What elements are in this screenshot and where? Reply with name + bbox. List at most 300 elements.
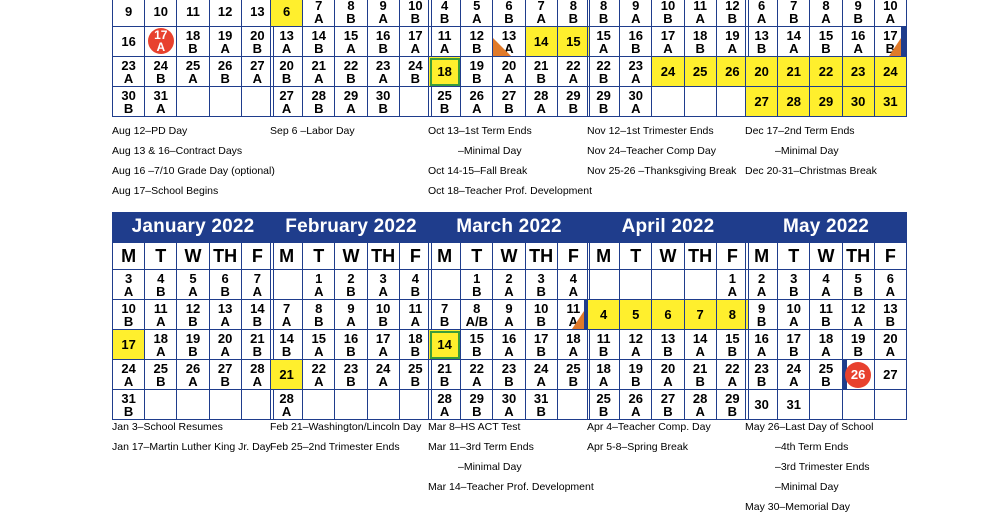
empty-cell xyxy=(241,87,273,117)
march-notes xyxy=(428,417,594,497)
day-number: 6 xyxy=(221,270,229,286)
day-number: 27 xyxy=(217,360,233,376)
day-cell xyxy=(557,270,589,300)
weekday-label: M xyxy=(746,243,778,270)
day-cell xyxy=(399,300,431,330)
day-cell xyxy=(209,57,241,87)
day-cell xyxy=(367,360,399,390)
month-october xyxy=(428,0,590,117)
day-cell xyxy=(303,330,335,360)
day-cell xyxy=(461,27,493,57)
day-number: 12 xyxy=(725,0,740,13)
day-letter: B xyxy=(631,40,641,56)
day-letter: A xyxy=(504,343,514,359)
day-letter: A xyxy=(378,10,388,26)
day-letter: A xyxy=(188,70,198,86)
week-row xyxy=(588,27,749,57)
day-letter: B xyxy=(314,40,324,56)
day-number: 24 xyxy=(660,64,676,79)
day-number: 19 xyxy=(725,27,740,43)
day-number: 18 xyxy=(596,360,611,376)
day-cell xyxy=(335,300,367,330)
note-line: May 30–Memorial Day xyxy=(745,501,851,513)
day-cell xyxy=(399,57,431,87)
day-letter: A xyxy=(598,40,609,56)
day-cell xyxy=(177,300,209,330)
day-number: 20 xyxy=(754,64,769,79)
day-number: 18 xyxy=(566,330,581,346)
day-cell xyxy=(303,360,335,390)
day-cell xyxy=(429,330,461,360)
day-cell xyxy=(842,0,874,27)
day-cell xyxy=(588,0,620,27)
week-row xyxy=(271,57,432,87)
day-cell xyxy=(716,57,748,87)
day-letter: A xyxy=(156,313,166,329)
weekday-label: W xyxy=(810,243,842,270)
day-cell xyxy=(303,0,335,27)
week-row xyxy=(746,390,907,420)
day-number: 22 xyxy=(818,64,834,79)
note-line: –Minimal Day xyxy=(458,461,522,473)
day-number: 12 xyxy=(628,330,644,346)
day-letter: B xyxy=(410,283,421,299)
day-number: 30 xyxy=(121,87,136,103)
day-letter: B xyxy=(472,403,482,419)
day-number: 31 xyxy=(533,390,549,406)
day-letter: B xyxy=(123,403,134,419)
day-number: 20 xyxy=(883,330,898,346)
day-letter: A xyxy=(314,373,324,389)
day-number: 22 xyxy=(725,360,740,376)
day-number: 30 xyxy=(628,87,644,103)
day-number: 23 xyxy=(343,360,359,376)
day-letter: B xyxy=(472,40,482,56)
empty-cell xyxy=(842,390,874,420)
day-letter: A xyxy=(410,313,421,329)
day-cell xyxy=(271,57,303,87)
day-letter: B xyxy=(346,343,356,359)
day-number: 31 xyxy=(786,397,802,412)
day-cell xyxy=(557,330,589,360)
note-line: Oct 14-15–Fall Break xyxy=(428,165,528,177)
day-cell xyxy=(842,270,874,300)
day-letter: A xyxy=(346,100,356,116)
day-letter: A xyxy=(695,403,705,419)
day-number: 8 xyxy=(315,300,323,316)
day-letter: B xyxy=(536,403,546,419)
note-line: Aug 12–PD Day xyxy=(112,125,188,137)
day-number: 29 xyxy=(818,94,834,109)
day-letter: B xyxy=(346,10,356,26)
day-cell xyxy=(335,330,367,360)
month-august xyxy=(112,0,274,117)
april-notes xyxy=(587,417,711,457)
week-row xyxy=(113,57,274,87)
note-line: –Minimal Day xyxy=(775,145,839,157)
day-cell xyxy=(557,87,589,117)
day-number: 13 xyxy=(754,27,769,43)
week-row xyxy=(429,0,590,27)
day-cell xyxy=(145,87,177,117)
day-cell xyxy=(241,0,273,27)
week-row xyxy=(588,87,749,117)
day-cell xyxy=(810,360,842,390)
day-letter: B xyxy=(123,100,134,116)
day-letter: B xyxy=(598,100,609,116)
week-row xyxy=(588,300,749,330)
day-letter: B xyxy=(410,373,421,389)
week-row xyxy=(429,27,590,57)
day-letter: A xyxy=(536,373,546,389)
day-number: 9 xyxy=(347,300,355,316)
day-cell xyxy=(461,390,493,420)
day-letter: A xyxy=(346,40,356,56)
day-number: 20 xyxy=(501,57,517,73)
day-cell xyxy=(620,390,652,420)
day-number: 7 xyxy=(537,0,545,13)
day-letter: A xyxy=(536,100,546,116)
day-cell xyxy=(778,270,810,300)
day-number: 28 xyxy=(533,87,549,103)
day-cell xyxy=(209,330,241,360)
empty-cell xyxy=(429,270,461,300)
weekday-label: F xyxy=(874,243,906,270)
day-number: 29 xyxy=(725,390,740,406)
day-cell xyxy=(810,0,842,27)
day-letter: B xyxy=(853,10,863,26)
day-number: 29 xyxy=(469,390,485,406)
day-cell xyxy=(588,330,620,360)
day-number: 11 xyxy=(437,27,452,43)
day-cell xyxy=(778,0,810,27)
day-cell xyxy=(525,390,557,420)
day-number: 22 xyxy=(596,57,611,73)
day-letter: A xyxy=(821,283,831,299)
day-number: 16 xyxy=(375,27,391,43)
day-cell xyxy=(145,0,177,27)
day-number: 1 xyxy=(473,270,481,286)
day-cell xyxy=(429,0,461,27)
day-letter: A xyxy=(156,343,166,359)
day-cell xyxy=(177,360,209,390)
day-letter: A xyxy=(568,283,579,299)
day-letter: B xyxy=(188,343,198,359)
day-number: 9 xyxy=(379,0,387,13)
day-cell xyxy=(209,270,241,300)
day-letter: A xyxy=(598,373,609,389)
weekday-header-row xyxy=(271,243,432,270)
day-cell xyxy=(684,57,716,87)
day-number: 27 xyxy=(501,87,517,103)
day-letter: A xyxy=(281,100,292,116)
day-number: 25 xyxy=(437,87,452,103)
day-number: 21 xyxy=(786,64,802,79)
highlight-circle xyxy=(148,28,174,54)
day-letter: A xyxy=(536,10,546,26)
day-cell xyxy=(493,300,525,330)
day-letter: B xyxy=(410,10,421,26)
day-cell xyxy=(778,27,810,57)
weekday-label: W xyxy=(335,243,367,270)
day-cell xyxy=(810,300,842,330)
day-cell xyxy=(525,87,557,117)
day-cell xyxy=(716,27,748,57)
day-number: 1 xyxy=(315,270,323,286)
day-letter: A xyxy=(314,70,324,86)
april-grid xyxy=(587,242,749,420)
day-cell xyxy=(429,87,461,117)
day-number: 7 xyxy=(440,300,449,316)
note-line: –4th Term Ends xyxy=(775,441,849,453)
day-letter: A xyxy=(631,100,641,116)
day-cell xyxy=(271,300,303,330)
day-letter: B xyxy=(472,343,482,359)
day-number: 24 xyxy=(786,360,802,376)
day-number: 23 xyxy=(850,64,866,79)
day-number: 21 xyxy=(311,57,327,73)
day-letter: B xyxy=(281,343,292,359)
day-letter: A xyxy=(314,283,324,299)
day-letter: A xyxy=(885,343,896,359)
day-letter: B xyxy=(188,40,198,56)
note-line: Nov 25-26 –Thanksgiving Break xyxy=(587,165,737,177)
day-number: 29 xyxy=(566,87,581,103)
day-number: 19 xyxy=(185,330,201,346)
day-cell xyxy=(684,0,716,27)
day-number: 28 xyxy=(437,390,452,406)
day-number: 27 xyxy=(754,94,769,109)
september-grid xyxy=(270,0,432,117)
empty-cell xyxy=(874,390,906,420)
note-line: May 26–Last Day of School xyxy=(745,421,874,433)
day-letter: A xyxy=(439,403,450,419)
day-letter: A xyxy=(885,283,896,299)
day-number: 13 xyxy=(217,300,233,316)
day-letter: A xyxy=(314,343,324,359)
day-number: 4 xyxy=(599,307,608,322)
day-letter: B xyxy=(885,40,896,56)
day-number: 21 xyxy=(279,367,294,382)
february-grid xyxy=(270,242,432,420)
day-cell xyxy=(271,27,303,57)
day-letter: A xyxy=(568,343,579,359)
day-number: 10 xyxy=(786,300,802,316)
day-cell xyxy=(493,27,525,57)
day-number: 2 xyxy=(347,270,355,286)
note-line: Mar 14–Teacher Prof. Development xyxy=(428,481,594,493)
day-letter: B xyxy=(598,10,609,26)
day-number: 5 xyxy=(473,0,481,13)
day-cell xyxy=(588,360,620,390)
week-row xyxy=(746,330,907,360)
day-letter: A xyxy=(252,70,263,86)
day-letter: A xyxy=(439,40,450,56)
week-row xyxy=(746,57,907,87)
day-cell xyxy=(271,360,303,390)
day-letter: A xyxy=(472,373,482,389)
empty-cell xyxy=(335,390,367,420)
day-cell xyxy=(525,330,557,360)
day-letter: B xyxy=(568,10,579,26)
day-cell xyxy=(557,27,589,57)
day-cell xyxy=(367,300,399,330)
october-grid xyxy=(428,0,590,117)
day-number: 12 xyxy=(469,27,485,43)
empty-cell xyxy=(399,87,431,117)
day-letter: B xyxy=(663,10,673,26)
day-number: 25 xyxy=(692,64,708,79)
day-letter: A xyxy=(568,70,579,86)
day-letter: B xyxy=(663,403,673,419)
day-number: 24 xyxy=(121,360,136,376)
day-cell xyxy=(429,27,461,57)
day-cell xyxy=(461,87,493,117)
note-line: Aug 16 –7/10 Grade Day (optional) xyxy=(112,165,275,177)
day-number: 16 xyxy=(343,330,359,346)
weekday-label: TH xyxy=(209,243,241,270)
day-number: 4 xyxy=(569,270,577,286)
day-cell xyxy=(557,0,589,27)
day-letter: B xyxy=(598,70,609,86)
week-row xyxy=(271,27,432,57)
day-number: 14 xyxy=(533,34,549,49)
day-cell xyxy=(177,270,209,300)
day-number: 23 xyxy=(121,57,136,73)
day-letter: B xyxy=(439,10,450,26)
day-cell xyxy=(367,57,399,87)
week-row xyxy=(113,270,274,300)
week-row xyxy=(746,270,907,300)
empty-cell xyxy=(652,87,684,117)
empty-cell xyxy=(177,87,209,117)
day-cell xyxy=(493,0,525,27)
day-number: 6 xyxy=(886,270,894,286)
day-number: 17 xyxy=(883,27,898,43)
day-letter: A xyxy=(756,343,767,359)
day-number: 22 xyxy=(469,360,485,376)
day-letter: B xyxy=(695,373,705,389)
day-letter: B xyxy=(789,283,799,299)
day-letter: A xyxy=(314,10,324,26)
day-cell xyxy=(842,27,874,57)
day-number: 19 xyxy=(469,57,485,73)
day-cell xyxy=(525,360,557,390)
note-line: Apr 5-8–Spring Break xyxy=(587,441,688,453)
day-letter: B xyxy=(252,313,263,329)
day-number: 28 xyxy=(250,360,265,376)
note-line: Oct 13–1st Term Ends xyxy=(428,125,532,137)
day-cell xyxy=(145,57,177,87)
day-cell xyxy=(525,300,557,330)
day-letter: B xyxy=(188,313,198,329)
week-row xyxy=(588,360,749,390)
month-april xyxy=(587,212,749,420)
day-number: 27 xyxy=(883,367,898,382)
day-number: 24 xyxy=(375,360,391,376)
day-number: 23 xyxy=(375,57,391,73)
day-number: 24 xyxy=(533,360,549,376)
day-cell xyxy=(778,87,810,117)
day-letter: A xyxy=(631,343,641,359)
day-cell xyxy=(303,87,335,117)
day-number: 6 xyxy=(282,4,291,19)
day-number: 24 xyxy=(153,57,169,73)
day-number: 5 xyxy=(632,307,640,322)
day-letter: B xyxy=(252,40,263,56)
october-notes xyxy=(428,121,592,201)
week-row xyxy=(271,87,432,117)
day-cell xyxy=(874,300,906,330)
day-number: 13 xyxy=(279,27,294,43)
day-cell xyxy=(145,300,177,330)
note-line: –Minimal Day xyxy=(458,145,522,157)
day-letter: A xyxy=(663,40,673,56)
day-number: 27 xyxy=(250,57,265,73)
day-number: 16 xyxy=(628,27,644,43)
weekday-label: TH xyxy=(684,243,716,270)
day-number: 15 xyxy=(818,27,834,43)
day-number: 8 xyxy=(473,300,481,316)
day-number: 19 xyxy=(628,360,644,376)
day-number: 14 xyxy=(311,27,327,43)
highlight-circle xyxy=(845,362,871,388)
day-letter: A xyxy=(853,313,863,329)
day-number: 26 xyxy=(725,64,740,79)
day-letter: A xyxy=(281,403,292,419)
day-letter: A xyxy=(252,283,263,299)
note-line: Jan 3–School Resumes xyxy=(112,421,223,433)
day-cell xyxy=(588,27,620,57)
day-letter: A xyxy=(695,343,705,359)
day-number: 15 xyxy=(343,27,359,43)
note-line: Aug 17–School Begins xyxy=(112,185,219,197)
day-number: 7 xyxy=(696,307,704,322)
day-cell xyxy=(145,330,177,360)
day-number: 14 xyxy=(437,337,452,352)
day-cell xyxy=(271,87,303,117)
month-january xyxy=(112,212,274,420)
day-number: 11 xyxy=(596,330,611,346)
note-line: Jan 17–Martin Luther King Jr. Day xyxy=(112,441,271,453)
day-number: 18 xyxy=(408,330,423,346)
day-number: 9 xyxy=(854,0,862,13)
week-row xyxy=(271,360,432,390)
day-letter: A xyxy=(123,70,134,86)
day-cell xyxy=(113,57,145,87)
day-cell xyxy=(399,27,431,57)
day-letter: B xyxy=(439,100,450,116)
empty-cell xyxy=(399,390,431,420)
day-letter: B xyxy=(314,313,324,329)
week-row xyxy=(429,330,590,360)
day-cell xyxy=(557,57,589,87)
day-cell xyxy=(588,390,620,420)
day-letter: A xyxy=(156,100,166,116)
day-letter: B xyxy=(504,100,514,116)
day-cell xyxy=(461,330,493,360)
month-november xyxy=(587,0,749,117)
day-number: 5 xyxy=(854,270,862,286)
empty-cell xyxy=(177,390,209,420)
day-number: 4 xyxy=(411,270,419,286)
day-letter: A xyxy=(504,283,514,299)
day-cell xyxy=(113,390,145,420)
day-cell xyxy=(810,57,842,87)
day-number: 29 xyxy=(343,87,359,103)
day-number: 2 xyxy=(757,270,766,286)
day-number: 26 xyxy=(850,366,866,382)
